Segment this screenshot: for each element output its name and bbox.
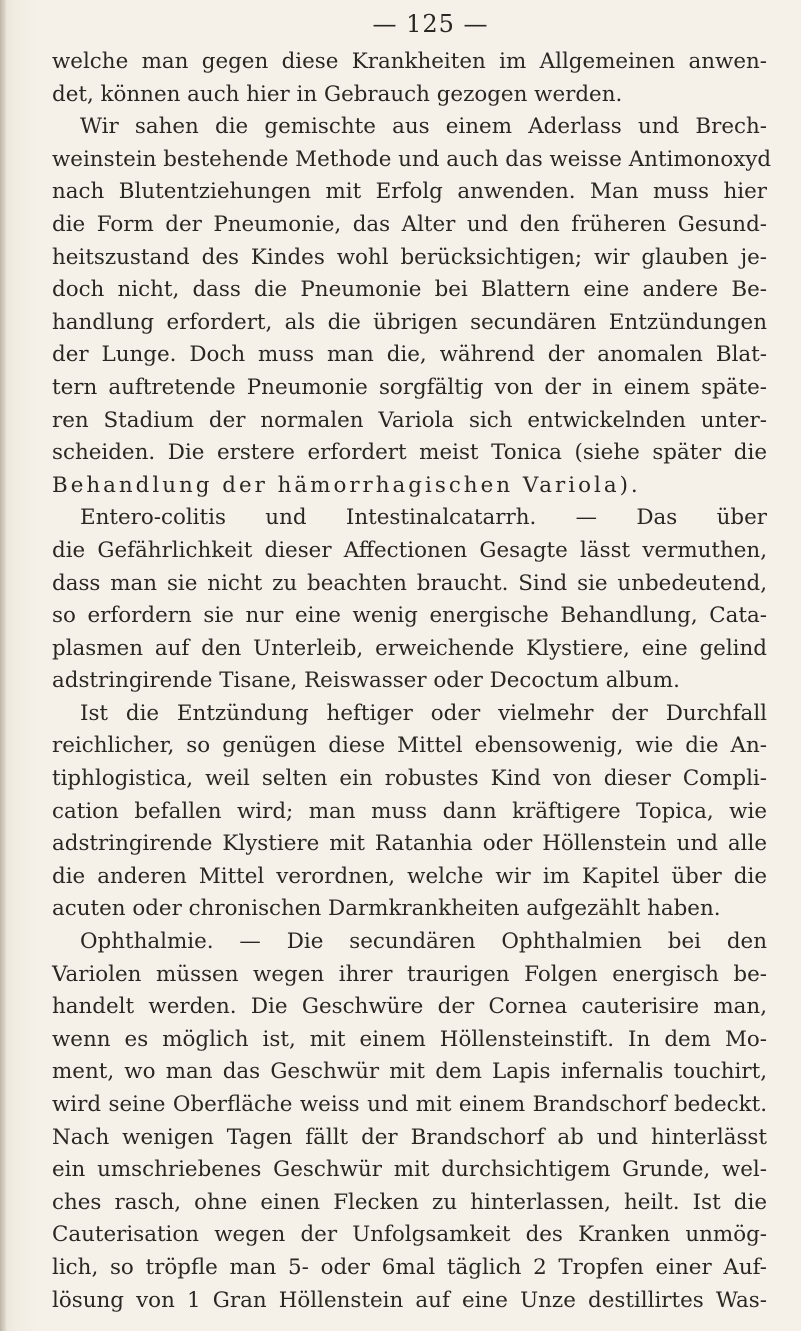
text-line: Ist die Entzündung heftiger oder vielmehr der Durchfall xyxy=(80,700,767,726)
text-line: ren Stadium der normalen Variola sich entwickelnden unter- xyxy=(52,407,767,433)
text-line: plasmen auf den Unterleib, erweichende Klystiere, eine gelind xyxy=(52,635,767,661)
body-text xyxy=(52,46,772,1317)
page-number: — 125 — xyxy=(372,10,489,38)
text-line: welche man gegen diese Krankheiten im Allgemeinen anwen- xyxy=(52,49,767,74)
text-line: tern auftretende Pneumonie sorgfältig von der in einem späte- xyxy=(52,374,767,400)
text-line: handlung erfordert, als die übrigen secundären Entzündungen xyxy=(52,309,767,335)
text-line: Nach wenigen Tagen fällt der Brandschorf ab und hinterlässt xyxy=(52,1124,767,1150)
text-line: wenn es möglich ist, mit einem Höllensteinstift. In dem Mo- xyxy=(52,1026,767,1052)
text-line: ches rasch, ohne einen Flecken zu hinterlassen, heilt. Ist die xyxy=(52,1189,767,1215)
section-heading-line: Ophthalmie. — Die secundären Ophthalmien bei den xyxy=(80,929,767,955)
text-line: wird seine Oberfläche weiss und mit einem Brandschorf bedeckt. xyxy=(52,1092,767,1117)
text-line: ment, wo man das Geschwür mit dem Lapis infernalis touchirt, xyxy=(52,1059,767,1085)
text-line: der Lunge. Doch muss man die, während der anomalen Blat- xyxy=(52,342,767,368)
text-line: weinstein bestehende Methode und auch das weisse Antimonoxyd xyxy=(52,146,772,172)
text-line: reichlicher, so genügen diese Mittel ebensowenig, wie die An- xyxy=(52,733,767,759)
text-line: scheiden. Die erstere erfordert meist Tonica (siehe später die xyxy=(52,440,767,466)
text-line: adstringirende Klystiere mit Ratanhia oder Höllenstein und alle xyxy=(52,831,767,857)
text-line: handelt werden. Die Geschwüre der Cornea cauterisire man, xyxy=(52,994,767,1020)
text-line: die Form der Pneumonie, das Alter und den früheren Gesund- xyxy=(52,211,767,237)
text-line: cation befallen wird; man muss dann kräftigere Topica, wie xyxy=(52,798,767,824)
text-line: acuten oder chronischen Darmkrankheiten aufgezählt haben. xyxy=(52,896,721,922)
text-line: tiphlogistica, weil selten ein robustes Kind von dieser Compli- xyxy=(52,766,767,792)
text-line: die Gefährlichkeit dieser Affectionen Gesagte lässt vermuthen, xyxy=(52,537,767,563)
text-line: lich, so tröpfle man 5- oder 6mal täglich 2 Tropfen einer Auf- xyxy=(52,1254,767,1280)
text-line: Variolen müssen wegen ihrer traurigen Folgen energisch be- xyxy=(52,961,767,987)
text-line: lösung von 1 Gran Höllenstein auf eine Unze destillirtes Was- xyxy=(52,1287,767,1313)
text-line: die anderen Mittel verordnen, welche wir im Kapitel über die xyxy=(52,863,767,889)
text-line: dass man sie nicht zu beachten braucht. Sind sie unbedeutend, xyxy=(52,570,767,596)
text-line: so erfordern sie nur eine wenig energische Behandlung, Cata- xyxy=(52,603,767,629)
text-line: adstringirende Tisane, Reiswasser oder Decoctum album. xyxy=(52,668,680,694)
text-line: nach Blutentziehungen mit Erfolg anwenden. Man muss hier xyxy=(52,179,767,205)
section-heading-line: Entero-colitis und Intestinalcatarrh. — Das über xyxy=(80,505,767,531)
text-line: Behandlung der hämorrhagischen Variola). xyxy=(52,472,641,498)
text-line: det, können auch hier in Gebrauch gezogen werden. xyxy=(52,81,623,107)
text-line: ein umschriebenes Geschwür mit durchsichtigem Grunde, wel- xyxy=(52,1157,767,1183)
text-line: Cauterisation wegen der Unfolgsamkeit des Kranken unmög- xyxy=(52,1222,767,1248)
text-line: doch nicht, dass die Pneumonie bei Blattern eine andere Be- xyxy=(52,277,767,303)
page-binding-edge xyxy=(0,0,6,1331)
text-line: heitszustand des Kindes wohl berücksichtigen; wir glauben je- xyxy=(52,244,767,270)
text-line: Wir sahen die gemischte aus einem Aderlass und Brech- xyxy=(80,114,767,140)
